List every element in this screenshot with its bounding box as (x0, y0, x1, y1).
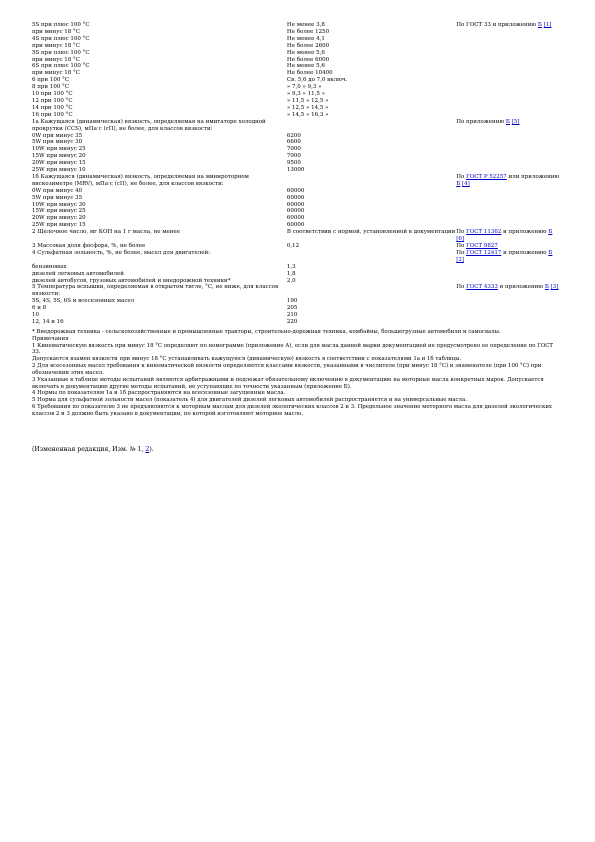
indicator-cell: 10 при 100 °С (32, 91, 73, 98)
table-row (32, 84, 560, 91)
norm-cell: Не более 10400 (286, 70, 333, 77)
footer-end: ). (149, 445, 154, 453)
norm-cell: 7000 (286, 153, 301, 160)
method-text: и приложению (497, 284, 545, 291)
footer-link-amendment[interactable]: 2 (145, 445, 150, 453)
method-text: По (456, 249, 467, 256)
indicator-cell: 10 (32, 312, 39, 319)
indicator-cell: 14 при 100 °С (32, 104, 73, 111)
note-paragraph: Примечания (32, 335, 69, 342)
method-text: По приложению (456, 118, 506, 125)
reference-link[interactable]: [1] (543, 22, 552, 28)
norm-cell (287, 119, 456, 133)
table-row (32, 70, 560, 77)
indicator-cell: 10W при минус 25 (32, 146, 86, 153)
table-row (32, 91, 560, 98)
reference-link[interactable]: ГОСТ Р 52257 (466, 173, 507, 180)
indicator-cell: 5S, 4S, 5S, 6S и всесезонных масел (32, 298, 135, 305)
table-row (32, 105, 560, 112)
table-row (32, 305, 560, 312)
method-cell (456, 43, 560, 50)
indicator-cell: 15W при минус 20 (32, 153, 86, 160)
table-row (32, 119, 560, 133)
method-cell (456, 84, 560, 91)
method-cell (456, 70, 560, 77)
indicator-cell: 1б Кажущаяся (динамическая) вязкость, определяемая на минироторном вискозиметре (MRV), мПа·с (сП), не более, для классов вязкости: (32, 173, 249, 187)
method-cell (456, 167, 560, 174)
norm-cell: 60000 (286, 201, 305, 208)
method-text: По ГОСТ 33 и приложению (456, 22, 538, 28)
norm-cell (287, 250, 456, 264)
indicator-cell: дизелей автобусов, грузовых автомобилей и внедорожной техники* (32, 277, 231, 284)
method-cell (456, 105, 560, 112)
norm-cell: 1,8 (286, 270, 296, 277)
table-row (32, 22, 560, 29)
note-paragraph: 4 Нормы по показателям 1а и 1б распространяются на всесезонные загущенные масла. (32, 390, 286, 397)
method-cell (456, 298, 560, 305)
reference-link[interactable]: ГОСТ 9827 (466, 243, 498, 249)
method-cell (456, 229, 560, 243)
norm-cell: » 11,5 » 12,5 » (286, 97, 329, 104)
indicator-cell: 6S при плюс 100 °С (32, 63, 90, 70)
method-text: По (456, 173, 467, 180)
method-cell (456, 50, 560, 57)
table-row (32, 208, 560, 215)
table-row (32, 112, 560, 119)
indicator-cell: 5 Температура вспышки, определяемая в открытом тигле, °С, не ниже, для классов вязкости: (32, 284, 279, 298)
norm-cell: Не менее 5,6 (286, 63, 325, 70)
norm-cell: 2,0 (286, 277, 296, 284)
reference-link[interactable]: [3] (550, 284, 559, 291)
indicator-cell: 3 Массовая доля фосфора, %, не более (32, 243, 146, 249)
norm-cell: Не более 1250 (286, 28, 330, 35)
footer-text: (Измененная редакция, Изм. № 1, (32, 445, 146, 453)
norm-cell: 6600 (286, 139, 301, 146)
table-row (32, 160, 560, 167)
method-cell (456, 139, 560, 146)
table-row (32, 319, 560, 326)
table-row (32, 50, 560, 57)
indicator-cell: при минус 18 °С (32, 42, 80, 49)
indicator-cell: 12 при 100 °С (32, 97, 73, 104)
indicator-cell: 4 Сульфатная зольность, %, не более, масел для двигателей: (32, 249, 210, 256)
indicator-cell: 0W при минус 35 (32, 132, 83, 139)
method-cell (456, 91, 560, 98)
table-row (32, 174, 560, 188)
method-cell (456, 29, 560, 36)
method-text: По (456, 284, 467, 291)
method-cell (456, 63, 560, 70)
indicator-cell: 5S при плюс 100 °С (32, 22, 90, 28)
method-cell (456, 146, 560, 153)
method-cell (456, 319, 560, 326)
table-row (32, 77, 560, 84)
table-row (32, 202, 560, 209)
method-text: и приложению (501, 229, 549, 236)
table-row (32, 57, 560, 64)
method-cell (456, 284, 560, 298)
amendment-footer (32, 446, 560, 453)
note-paragraph: 2 Для всесезонных масел требования к кинематической вязкости определяются классами вязкости, указанными в числителе (при минус 18 °С) и знаменателе (при 100 °С) при обозначении этих масел. (32, 363, 542, 376)
table-row (32, 264, 560, 271)
reference-link[interactable]: Б (544, 284, 549, 291)
table-row (32, 278, 560, 285)
indicator-cell: 15W при минус 25 (32, 208, 86, 215)
table-row (32, 312, 560, 319)
notes-section (32, 329, 560, 418)
norm-cell: 60000 (286, 208, 305, 215)
reference-link[interactable]: ГОСТ 11362 (466, 229, 502, 236)
table-row (32, 222, 560, 229)
norm-cell: » 9,3 » 11,5 » (286, 91, 326, 98)
indicator-cell: 4S при плюс 100 °С (32, 35, 90, 42)
method-cell (456, 250, 560, 264)
indicator-cell: 12, 14 и 16 (32, 318, 64, 325)
reference-link[interactable]: Б (505, 118, 510, 125)
table-row (32, 43, 560, 50)
method-cell (456, 133, 560, 140)
indicator-cell: бензиновых (32, 263, 67, 270)
method-cell (456, 98, 560, 105)
method-cell (456, 160, 560, 167)
method-cell (456, 57, 560, 64)
indicator-cell: 5S при плюс 100 °С (32, 49, 90, 56)
indicator-cell: 6 при 100 °С (32, 77, 70, 84)
indicator-cell: 1а Кажущаяся (динамическая) вязкость, определяемая на имитаторе холодной прокрутки (CCS), мПа·с (сП), не более, для классов вязкости: (32, 118, 266, 132)
reference-link[interactable]: [5] (511, 118, 520, 125)
method-cell (456, 36, 560, 43)
reference-link[interactable]: Б (548, 249, 553, 256)
indicator-cell: 5W при минус 30 (32, 139, 83, 146)
indicator-cell: 25W при минус 10 (32, 167, 86, 174)
indicator-cell: дизелей легковых автомобилей (32, 270, 124, 277)
indicator-cell: 25W при минус 15 (32, 222, 86, 229)
method-cell (456, 195, 560, 202)
norm-cell: » 12,5 » 14,5 » (286, 104, 329, 111)
norm-cell (287, 284, 456, 298)
method-cell (456, 278, 560, 285)
method-cell (456, 305, 560, 312)
indicator-cell: 10W при минус 30 (32, 201, 86, 208)
reference-link[interactable]: ГОСТ 12417 (466, 249, 502, 256)
norm-cell: Не более 2600 (286, 42, 330, 49)
method-cell (456, 153, 560, 160)
norm-cell: В соответствии с нормой, установленной в документации (286, 229, 456, 236)
indicator-cell: при минус 18 °С (32, 70, 80, 77)
indicator-cell: 5W при минус 35 (32, 194, 83, 201)
norm-cell: 60000 (286, 194, 305, 201)
table-row (32, 243, 560, 250)
reference-link[interactable]: Б (537, 22, 542, 28)
norm-cell: Не более 6000 (286, 56, 330, 63)
spec-table (32, 22, 560, 326)
note-paragraph: 6 Требования по показателю 3 не предъявляются к моторным маслам для дизелей экологических классов 2 и 3. Предельное значение моторного масла для дизелей экологических классов 2 и 3 должно быть указано в документации, по которой изготовляют моторное масло. (32, 404, 552, 417)
method-cell (456, 188, 560, 195)
table-row (32, 229, 560, 243)
norm-cell: Не менее 4,1 (286, 35, 325, 42)
norm-cell: 60000 (286, 222, 305, 229)
indicator-cell: 8 при 100 °С (32, 84, 70, 91)
method-cell (456, 112, 560, 119)
indicator-cell: при минус 18 °С (32, 56, 80, 63)
table-row (32, 139, 560, 146)
method-cell (456, 77, 560, 84)
note-paragraph: 1 Кинематическую вязкость при минус 18 °С определяют по номограмме (приложение А), если для масла данной марки документацией не предусмотрено ее определение по ГОСТ 33. (32, 342, 553, 356)
norm-cell: 9500 (286, 160, 301, 167)
norm-cell: 205 (286, 305, 298, 312)
norm-cell: 6200 (286, 132, 301, 139)
norm-cell: » 14,5 » 16,3 » (286, 111, 329, 118)
norm-cell: 13000 (286, 167, 305, 174)
table-row (32, 167, 560, 174)
method-cell (456, 202, 560, 209)
reference-link[interactable]: [2] (456, 256, 464, 263)
note-paragraph: * Внедорожная техника - сельскохозяйственные и промышленные тракторы, строительно-дорожная техника, комбайны, большегрузные автомобили и самосвалы. (32, 328, 501, 335)
note-paragraph: Допускается взамен вязкости при минус 18 °С устанавливать кажущуюся (динамическую) вязкость в соответствии с показателями 1а и 1б таблицы. (32, 356, 462, 363)
table-row (32, 298, 560, 305)
indicator-cell: при минус 18 °С (32, 28, 80, 35)
norm-cell: » 7,0 » 9,3 » (286, 84, 322, 91)
indicator-cell: 2 Щелочное число, мг КОН на 1 г масла, не менее (32, 229, 180, 236)
table-row (32, 153, 560, 160)
method-text: По (456, 229, 467, 236)
reference-link[interactable]: Б (456, 180, 461, 187)
norm-cell: Не менее 5,6 (286, 49, 325, 56)
norm-cell: 1,3 (286, 263, 296, 270)
reference-link[interactable]: Б (548, 229, 553, 236)
method-cell (456, 174, 560, 188)
method-text: или приложению (506, 173, 560, 180)
document-page (32, 22, 560, 453)
table-row (32, 284, 560, 298)
norm-cell: 220 (286, 318, 298, 325)
indicator-cell: 20W при минус 20 (32, 215, 86, 222)
norm-cell: 210 (286, 312, 298, 319)
method-cell (456, 22, 560, 29)
norm-cell: Св. 5,6 до 7,0 включ. (286, 77, 348, 84)
norm-cell (287, 174, 456, 188)
table-row (32, 271, 560, 278)
reference-link[interactable]: [4] (462, 180, 470, 187)
table-row (32, 29, 560, 36)
table-row (32, 36, 560, 43)
table-row (32, 188, 560, 195)
norm-cell: 190 (286, 298, 298, 305)
norm-cell: 60000 (286, 215, 305, 222)
method-cell (456, 271, 560, 278)
indicator-cell: 20W при минус 15 (32, 160, 86, 167)
norm-cell: 0,12 (286, 243, 300, 249)
table-row (32, 133, 560, 140)
norm-cell: 7000 (286, 146, 301, 153)
table-row (32, 98, 560, 105)
reference-link[interactable]: [6] (456, 236, 464, 243)
note-paragraph: 5 Норма для сульфатной зольности масел (показатель 4) для двигателей дизелей легковых автомобилей распространяется и на универсальные масла. (32, 397, 467, 404)
method-text: По (456, 243, 467, 249)
method-cell (456, 215, 560, 222)
method-cell (456, 243, 560, 250)
reference-link[interactable]: ГОСТ 4333 (466, 284, 498, 291)
method-cell (456, 119, 560, 133)
table-row (32, 195, 560, 202)
table-row (32, 146, 560, 153)
method-cell (456, 264, 560, 271)
norm-cell: 60000 (286, 187, 305, 194)
indicator-cell: 6 и 8 (32, 305, 47, 312)
method-text: и приложению (501, 249, 549, 256)
indicator-cell: 0W при минус 40 (32, 187, 83, 194)
table-row (32, 215, 560, 222)
indicator-cell: 16 при 100 °С (32, 111, 73, 118)
norm-cell: Не менее 3,8 (286, 22, 325, 28)
table-row (32, 250, 560, 264)
note-paragraph: 3 Указанные в таблице методы испытаний являются арбитражными и подлежат обязательному включению в документацию на моторные масла конкретных марок. Допускается включать в документацию другие методы испытаний, не уступающие по точности указанным (приложение Б). (32, 376, 544, 390)
method-cell (456, 222, 560, 229)
method-cell (456, 312, 560, 319)
method-cell (456, 208, 560, 215)
